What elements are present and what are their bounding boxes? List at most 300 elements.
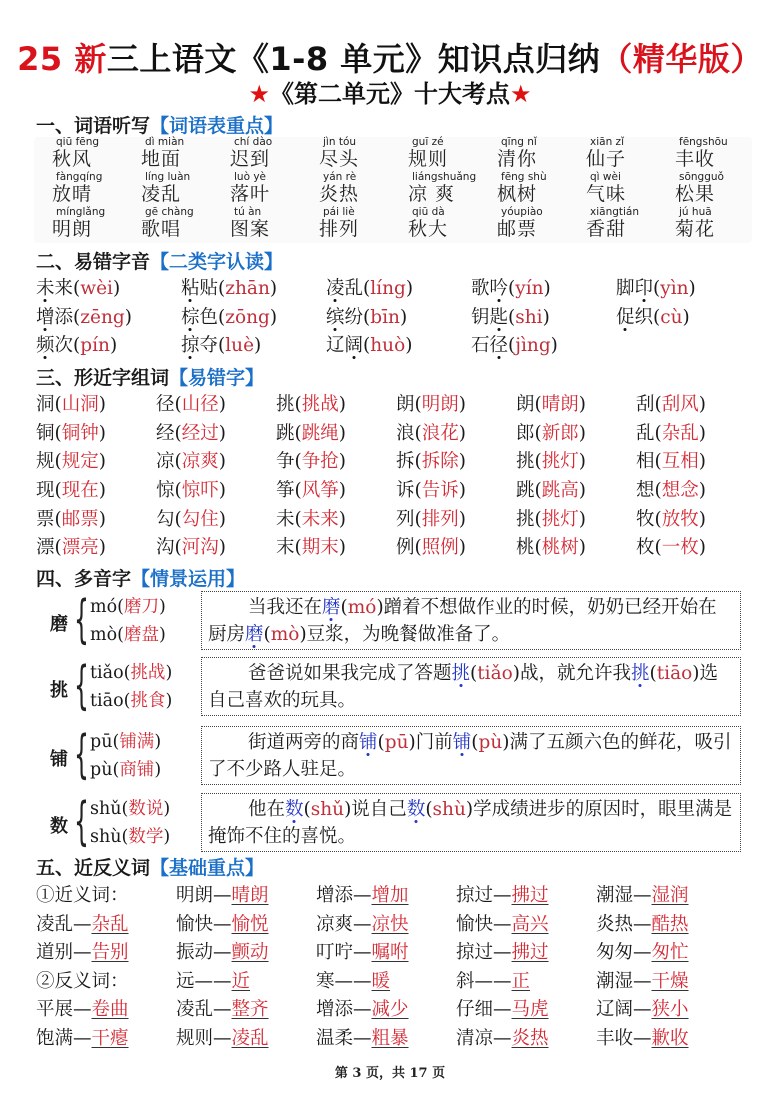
char: 规 bbox=[36, 451, 55, 473]
word-pair bbox=[176, 1024, 316, 1053]
example-word: 磨刀 bbox=[123, 597, 159, 617]
pinyin: líng bbox=[370, 278, 406, 299]
pinyin: qiū dà bbox=[412, 206, 445, 218]
vocab-item bbox=[497, 171, 586, 206]
answer-word: 颤动 bbox=[231, 942, 269, 964]
similar-char-item: 枚(一枚) bbox=[636, 537, 706, 559]
brace-icon: { bbox=[74, 792, 89, 852]
hanzi: 明朗 bbox=[52, 218, 93, 240]
word-pair bbox=[596, 967, 736, 996]
question-word: 寒—— bbox=[316, 970, 372, 992]
word: 山洞 bbox=[61, 394, 99, 415]
pronunciation-item: 石径(jìng) bbox=[471, 335, 558, 356]
hanzi: 香甜 bbox=[586, 218, 627, 240]
question-word: 明朗— bbox=[176, 885, 232, 906]
context-sentence-box: 街道两旁的商铺(pū)门前铺(pù)满了五颜六色的鲜花，吸引了不少路人驻足。 bbox=[201, 726, 741, 785]
pinyin: qì wèi bbox=[590, 171, 621, 183]
word: 期末 bbox=[301, 537, 339, 559]
word: 明朗 bbox=[421, 394, 459, 415]
question-word: 仔细— bbox=[456, 999, 512, 1021]
word-pair bbox=[456, 1024, 596, 1053]
pinyin: shù bbox=[90, 827, 122, 847]
answer-word: 暖 bbox=[371, 970, 391, 992]
word: 桃树 bbox=[541, 537, 579, 559]
char: 粘 bbox=[181, 278, 200, 299]
answer-word: 增加 bbox=[371, 885, 409, 906]
vocab-item bbox=[497, 206, 586, 241]
char: 牧 bbox=[636, 508, 655, 530]
char: 频 bbox=[36, 335, 55, 356]
category-label: ②反义词： bbox=[36, 970, 129, 992]
pinyin: jú huā bbox=[679, 206, 712, 218]
question-word: 道别— bbox=[36, 942, 92, 964]
answer-word: 凌乱 bbox=[231, 1027, 269, 1049]
pronunciation-item: 脚印(yìn) bbox=[616, 278, 696, 299]
similar-char-item: 想(想念) bbox=[636, 480, 706, 502]
example-word: 数学 bbox=[128, 827, 164, 847]
pinyin: tiǎo bbox=[477, 663, 513, 684]
char: 辽 bbox=[326, 335, 345, 356]
word: 经过 bbox=[181, 422, 219, 444]
hanzi: 秋风 bbox=[52, 148, 93, 170]
pinyin: tú àn bbox=[234, 206, 262, 218]
hanzi: 尽头 bbox=[319, 148, 360, 170]
title-main: 三上语文《1-8 单元》知识点归纳 bbox=[106, 40, 601, 78]
answer-word: 湿润 bbox=[651, 885, 689, 906]
answer-word: 炎热 bbox=[511, 1027, 549, 1049]
highlight-char: 铺 bbox=[452, 732, 472, 753]
char: 夺 bbox=[199, 335, 219, 356]
word: 铜钟 bbox=[61, 422, 99, 444]
char: 惊 bbox=[156, 480, 175, 502]
pinyin: xiān zǐ bbox=[590, 136, 624, 148]
title-prefix: 25 新 bbox=[17, 40, 107, 78]
word-pair bbox=[596, 910, 736, 939]
hanzi: 图案 bbox=[230, 218, 271, 240]
similar-char-item: 争(争抢) bbox=[276, 451, 346, 473]
section3-heading bbox=[36, 363, 264, 390]
example-word: 磨盘 bbox=[123, 625, 159, 645]
char: 跳 bbox=[276, 422, 295, 444]
word-pair bbox=[316, 938, 456, 967]
similar-char-item: 跳(跳高) bbox=[516, 480, 586, 502]
char: 挑 bbox=[516, 451, 535, 473]
char: 票 bbox=[36, 508, 55, 530]
answer-word: 凉快 bbox=[371, 913, 409, 935]
pinyin: shi bbox=[515, 306, 543, 328]
answer-word: 告别 bbox=[91, 942, 129, 964]
highlight-char: 数 bbox=[406, 799, 426, 820]
word: 排列 bbox=[421, 508, 459, 530]
title-suffix: （精华版） bbox=[600, 40, 763, 78]
similar-char-item: 牧(放牧) bbox=[636, 508, 706, 530]
hanzi: 松果 bbox=[675, 183, 716, 205]
answer-word: 歉收 bbox=[651, 1027, 689, 1049]
pronunciation-item: 缤纷(bīn) bbox=[326, 306, 408, 328]
vocab-item bbox=[319, 206, 408, 241]
answer-word: 高兴 bbox=[511, 913, 549, 935]
section-tag: 【易错字】 bbox=[169, 367, 265, 389]
similar-char-item: 凉(凉爽) bbox=[156, 451, 226, 473]
pinyin: pū bbox=[384, 732, 409, 753]
pinyin: zōng bbox=[225, 306, 270, 328]
word-pair bbox=[36, 881, 176, 910]
question-word: 平展— bbox=[36, 999, 92, 1021]
word-pair bbox=[596, 881, 736, 910]
pinyin: pū bbox=[90, 732, 113, 752]
section5-heading bbox=[36, 853, 264, 880]
similar-char-item: 刮(刮风) bbox=[636, 394, 706, 415]
answer-word: 嘱咐 bbox=[371, 942, 409, 964]
polyphone-entry bbox=[0, 657, 780, 719]
pinyin: mò bbox=[270, 624, 300, 645]
readings bbox=[90, 593, 166, 649]
vocab-item bbox=[52, 171, 141, 206]
pinyin: qiū fēng bbox=[56, 136, 100, 148]
sentence-text: 战，就允许我 bbox=[520, 663, 632, 684]
vocab-item bbox=[408, 136, 497, 171]
pronunciation-item: 掠夺(luè) bbox=[181, 335, 262, 356]
page-number: 第 3 页，共 17 页 bbox=[334, 1066, 446, 1081]
word: 风筝 bbox=[301, 480, 339, 502]
similar-char-item: 诉(告诉) bbox=[396, 480, 466, 502]
word: 山径 bbox=[181, 394, 219, 415]
pinyin: wèi bbox=[80, 278, 113, 299]
star-icon: ★ bbox=[248, 80, 270, 108]
word-pair bbox=[456, 910, 596, 939]
char: 乱 bbox=[344, 278, 364, 299]
question-word: 炎热— bbox=[596, 913, 652, 935]
similar-char-item: 朗(晴朗) bbox=[516, 394, 586, 415]
question-word: 叮咛— bbox=[316, 942, 372, 964]
word-pair bbox=[596, 995, 736, 1024]
similar-char-item: 惊(惊吓) bbox=[156, 480, 226, 502]
answer-word: 近 bbox=[231, 970, 251, 992]
similar-char-item: 筝(风筝) bbox=[276, 480, 346, 502]
question-word: 凌乱— bbox=[36, 913, 92, 935]
char: 朗 bbox=[396, 394, 415, 415]
char: 径 bbox=[156, 394, 175, 415]
char: 缤 bbox=[326, 306, 345, 328]
vocab-item bbox=[230, 136, 319, 171]
question-word: 凌乱— bbox=[176, 999, 232, 1021]
vocab-item bbox=[675, 171, 764, 206]
sentence-text: 街道两旁的商 bbox=[248, 732, 360, 753]
hanzi: 放晴 bbox=[52, 183, 93, 205]
hanzi: 歌唱 bbox=[141, 218, 182, 240]
hanzi: 仙子 bbox=[586, 148, 627, 170]
vocab-item bbox=[408, 206, 497, 241]
char: 列 bbox=[396, 508, 415, 530]
example-word: 挑战 bbox=[130, 663, 166, 683]
char: 凌 bbox=[326, 278, 345, 299]
similar-char-item: 浪(浪花) bbox=[396, 422, 466, 444]
question-word: 掠过— bbox=[456, 942, 512, 964]
similar-char-item: 票(邮票) bbox=[36, 508, 106, 530]
answer-word: 粗暴 bbox=[371, 1027, 409, 1049]
word-pair bbox=[316, 910, 456, 939]
question-word: 凉爽— bbox=[316, 913, 372, 935]
char: 吟 bbox=[489, 278, 509, 299]
pinyin: zēng bbox=[80, 306, 125, 328]
word: 漂亮 bbox=[61, 537, 99, 559]
example-word: 数说 bbox=[128, 799, 164, 819]
word-pair bbox=[36, 938, 176, 967]
similar-char-item: 末(期末) bbox=[276, 537, 346, 559]
sentence-text: 蹭着不想做作业的时候，奶奶已经开始在厨房 bbox=[208, 597, 717, 645]
word-pair bbox=[596, 1024, 736, 1053]
vocab-item bbox=[586, 206, 675, 241]
pinyin: fēng shù bbox=[501, 171, 547, 183]
document-subtitle bbox=[0, 74, 780, 109]
reading-line: pū(铺满) bbox=[90, 732, 162, 752]
pinyin: gē chàng bbox=[145, 206, 194, 218]
char: 相 bbox=[636, 451, 655, 473]
char: 印 bbox=[634, 278, 654, 299]
similar-char-item: 挑(挑灯) bbox=[516, 508, 586, 530]
word: 拆除 bbox=[421, 451, 459, 473]
char: 铜 bbox=[36, 422, 55, 444]
hanzi: 秋大 bbox=[408, 218, 449, 240]
word: 惊吓 bbox=[181, 480, 219, 502]
word-pair bbox=[316, 881, 456, 910]
word-pair bbox=[176, 910, 316, 939]
reading-line: tiāo(挑食) bbox=[90, 691, 173, 711]
pronunciation-item: 粘贴(zhān) bbox=[181, 278, 278, 299]
vocab-item bbox=[586, 171, 675, 206]
pinyin: yìn bbox=[660, 278, 689, 299]
pinyin: xiāngtián bbox=[590, 206, 640, 218]
question-word: 振动— bbox=[176, 942, 232, 964]
word: 跳高 bbox=[541, 480, 579, 502]
example-word: 商铺 bbox=[119, 760, 155, 780]
sentence-text: 说自己 bbox=[351, 799, 407, 820]
word-pair bbox=[176, 881, 316, 910]
section4-heading bbox=[36, 564, 245, 591]
question-word: 饱满— bbox=[36, 1027, 92, 1049]
pronunciation-item: 促织(cù) bbox=[616, 306, 690, 328]
word-pair bbox=[596, 938, 736, 967]
char: 来 bbox=[54, 278, 74, 299]
hanzi: 排列 bbox=[319, 218, 360, 240]
question-word: 掠过— bbox=[456, 885, 512, 906]
answer-word: 狭小 bbox=[651, 999, 689, 1021]
pinyin: shǔ bbox=[310, 799, 345, 820]
reading-line: shǔ(数说) bbox=[90, 799, 171, 819]
char: 枚 bbox=[636, 537, 655, 559]
vocab-item bbox=[319, 171, 408, 206]
highlight-char: 铺 bbox=[359, 732, 378, 753]
sentence-text: 满了五颜六色的鲜花，吸引了不少路人驻足。 bbox=[208, 732, 732, 780]
word: 照例 bbox=[421, 537, 459, 559]
synonym-antonym-grid bbox=[36, 881, 736, 1053]
char: 阔 bbox=[344, 335, 364, 356]
readings bbox=[90, 728, 161, 784]
vocab-item bbox=[141, 206, 230, 241]
hanzi: 凉 爽 bbox=[408, 183, 456, 205]
section-title: 一、词语听写 bbox=[36, 115, 151, 137]
pinyin: yóupiào bbox=[501, 206, 543, 218]
similar-char-item: 郎(新郎) bbox=[516, 422, 586, 444]
context-sentence-box: 当我还在磨(mó)蹭着不想做作业的时候，奶奶已经开始在厨房磨(mò)豆浆，为晚餐做准备了。 bbox=[201, 591, 741, 650]
similar-char-item: 沟(河沟) bbox=[156, 537, 226, 559]
char: 匙 bbox=[489, 306, 509, 328]
sentence-text: 门前 bbox=[415, 732, 453, 753]
pinyin: mò bbox=[90, 625, 118, 645]
char: 挑 bbox=[516, 508, 535, 530]
pinyin: líng luàn bbox=[145, 171, 191, 183]
section-title: 三、形近字组词 bbox=[36, 367, 170, 389]
pinyin: luò yè bbox=[234, 171, 267, 183]
char: 凉 bbox=[156, 451, 175, 473]
char: 纷 bbox=[344, 306, 364, 328]
word: 放牧 bbox=[661, 508, 699, 530]
word-pair bbox=[176, 995, 316, 1024]
question-word: 斜—— bbox=[456, 970, 512, 992]
highlight-char: 磨 bbox=[245, 624, 264, 645]
subtitle-text: 《第二单元》十大考点 bbox=[270, 80, 510, 108]
char: 棕 bbox=[181, 306, 200, 328]
answer-word: 减少 bbox=[371, 999, 409, 1021]
word: 挑灯 bbox=[541, 451, 579, 473]
reading-line: pù(商铺) bbox=[90, 760, 162, 780]
pinyin: pái liè bbox=[323, 206, 355, 218]
vocab-item bbox=[675, 136, 764, 171]
pinyin: mó bbox=[90, 597, 118, 617]
pinyin: tiāo bbox=[90, 691, 124, 711]
hanzi: 气味 bbox=[586, 183, 627, 205]
similar-char-item: 拆(拆除) bbox=[396, 451, 466, 473]
section-tag: 【基础重点】 bbox=[150, 857, 265, 879]
similar-char-item: 径(山径) bbox=[156, 394, 226, 415]
section-tag: 【词语表重点】 bbox=[150, 115, 284, 137]
question-word: 辽阔— bbox=[596, 999, 652, 1021]
pinyin: luè bbox=[225, 335, 255, 356]
char: 未 bbox=[36, 278, 55, 299]
similar-char-item: 跳(跳绳) bbox=[276, 422, 346, 444]
word: 未来 bbox=[301, 508, 339, 530]
word: 告诉 bbox=[421, 480, 459, 502]
word: 邮票 bbox=[61, 508, 99, 530]
char: 诉 bbox=[396, 480, 415, 502]
vocab-item bbox=[675, 206, 764, 241]
word-pair bbox=[36, 967, 176, 996]
char: 织 bbox=[634, 306, 654, 328]
polyphone-entry bbox=[0, 591, 780, 653]
pinyin: fàngqíng bbox=[56, 171, 103, 183]
vocab-item bbox=[230, 171, 319, 206]
char: 添 bbox=[54, 306, 74, 328]
word-pair bbox=[176, 967, 316, 996]
highlight-char: 磨 bbox=[322, 597, 341, 618]
word: 杂乱 bbox=[661, 422, 699, 444]
pinyin: dì miàn bbox=[145, 136, 185, 148]
answer-word: 马虎 bbox=[511, 999, 549, 1021]
pronunciation-item: 频次(pín) bbox=[36, 335, 118, 356]
example-word: 挑食 bbox=[130, 691, 166, 711]
hanzi: 邮票 bbox=[497, 218, 538, 240]
question-word: 潮湿— bbox=[596, 885, 652, 906]
question-word: 增添— bbox=[316, 999, 372, 1021]
hanzi: 枫树 bbox=[497, 183, 538, 205]
pronunciation-item: 棕色(zōng) bbox=[181, 306, 278, 328]
answer-word: 拂过 bbox=[511, 885, 549, 906]
word: 浪花 bbox=[421, 422, 459, 444]
word: 河沟 bbox=[181, 537, 219, 559]
word: 凉爽 bbox=[181, 451, 219, 473]
word-pair bbox=[316, 1024, 456, 1053]
pronunciation-item: 增添(zēng) bbox=[36, 306, 132, 328]
polyphone-char: 磨 bbox=[50, 614, 68, 635]
polyphone-char: 数 bbox=[50, 816, 68, 837]
word: 现在 bbox=[61, 480, 99, 502]
char: 末 bbox=[276, 537, 295, 559]
word: 规定 bbox=[61, 451, 99, 473]
polyphone-entry bbox=[0, 793, 780, 855]
reading-line: mò(磨盘) bbox=[90, 625, 166, 645]
similar-char-grid bbox=[36, 390, 756, 562]
sentence-text: 爸爸说如果我完成了答题 bbox=[248, 663, 452, 684]
similar-char-item: 规(规定) bbox=[36, 451, 106, 473]
char: 拆 bbox=[396, 451, 415, 473]
question-word: 规则— bbox=[176, 1027, 232, 1049]
char: 次 bbox=[54, 335, 74, 356]
sentence-text: 选自己喜欢的玩具。 bbox=[208, 663, 719, 711]
word-pair bbox=[456, 881, 596, 910]
pinyin: pín bbox=[80, 335, 110, 356]
section2-heading bbox=[36, 247, 283, 274]
question-word: 丰收— bbox=[596, 1027, 652, 1049]
similar-char-item: 桃(桃树) bbox=[516, 537, 586, 559]
word: 争抢 bbox=[301, 451, 339, 473]
char: 乱 bbox=[636, 422, 655, 444]
similar-char-item: 相(互相) bbox=[636, 451, 706, 473]
pinyin: yín bbox=[515, 278, 544, 299]
answer-word: 匆忙 bbox=[651, 942, 689, 964]
pinyin: tiāo bbox=[656, 663, 693, 684]
similar-char-item: 挑(挑战) bbox=[276, 394, 346, 415]
word-pair bbox=[456, 995, 596, 1024]
readings bbox=[90, 795, 170, 851]
char: 漂 bbox=[36, 537, 55, 559]
question-word: 潮湿— bbox=[596, 970, 652, 992]
polyphone-char: 挑 bbox=[50, 680, 68, 701]
vocab-item bbox=[52, 136, 141, 171]
char: 沟 bbox=[156, 537, 175, 559]
char: 朗 bbox=[516, 394, 535, 415]
vocab-item bbox=[141, 136, 230, 171]
hanzi: 迟到 bbox=[230, 148, 271, 170]
char: 想 bbox=[636, 480, 655, 502]
vocab-item bbox=[408, 171, 497, 206]
polyphone-entry bbox=[0, 726, 780, 788]
word: 互相 bbox=[661, 451, 699, 473]
char: 增 bbox=[36, 306, 55, 328]
polyphone-char: 铺 bbox=[50, 749, 68, 770]
example-word: 铺满 bbox=[119, 732, 155, 752]
brace-icon: { bbox=[74, 656, 89, 716]
similar-char-item: 铜(铜钟) bbox=[36, 422, 106, 444]
vocab-item bbox=[497, 136, 586, 171]
similar-char-item: 列(排列) bbox=[396, 508, 466, 530]
char: 刮 bbox=[636, 394, 655, 415]
pinyin: yán rè bbox=[323, 171, 357, 183]
answer-word: 晴朗 bbox=[231, 885, 269, 906]
reading-line: mó(磨刀) bbox=[90, 597, 166, 617]
context-sentence-box: 他在数(shǔ)说自己数(shù)学成绩进步的原因时，眼里满是掩饰不住的喜悦。 bbox=[201, 793, 741, 852]
section-tag: 【二类字认读】 bbox=[150, 251, 284, 273]
pinyin: mó bbox=[347, 597, 377, 618]
